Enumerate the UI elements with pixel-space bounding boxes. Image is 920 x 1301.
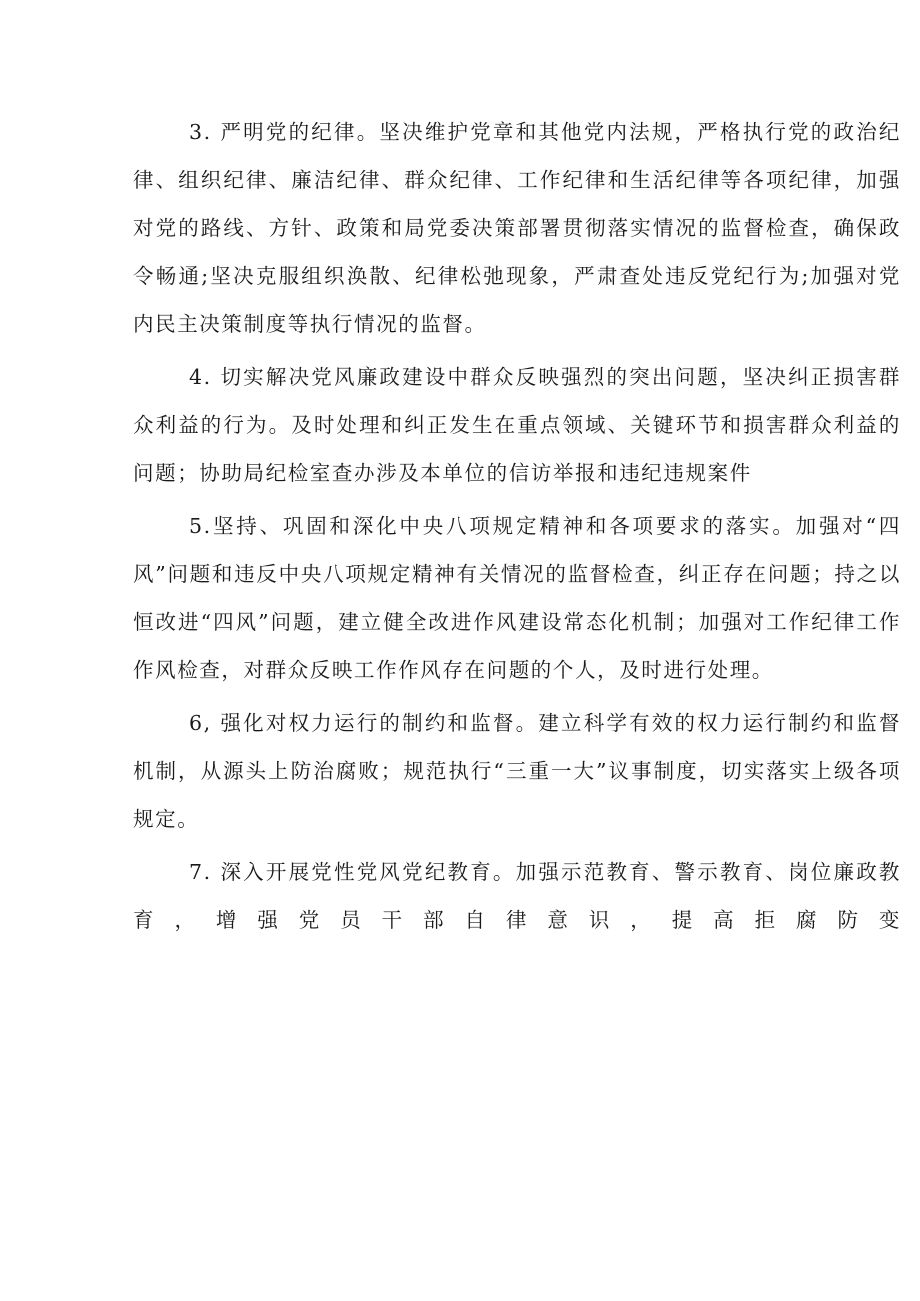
document-body <box>133 108 901 944</box>
paragraph-mass-issues: 4. 切实解决党风廉政建设中群众反映强烈的突出问题，坚决纠正损害群众利益的行为。及时处理和纠正发生在重点领域、关键环节和损害群众利益的问题；协助局纪检室查办涉及本单位的信访举报和违纪违规案件 <box>133 365 901 485</box>
paragraph-discipline: 3. 严明党的纪律。坚决维护党章和其他党内法规，严格执行党的政治纪律、组织纪律、廉洁纪律、群众纪律、工作纪律和生活纪律等各项纪律，加强对党的路线、方针、政策和局党委决策部署贯彻落实情况的监督检查，确保政令畅通;坚决克服组织涣散、纪律松弛现象，严肃查处违反党纪行为;加强对党内民主决策制度等执行情况的监督。 <box>133 120 901 336</box>
paragraph-eight-rules: 5.坚持、巩固和深化中央八项规定精神和各项要求的落实。加强对“四风”问题和违反中央八项规定精神有关情况的监督检查，纠正存在问题；持之以恒改进“四风”问题，建立健全改进作风建设常态化机制；加强对工作纪律工作作风检查，对群众反映工作作风存在问题的个人，及时进行处理。 <box>133 514 901 682</box>
paragraph-power-supervision: 6, 强化对权力运行的制约和监督。建立科学有效的权力运行制约和监督机制，从源头上防治腐败；规范执行“三重一大”议事制度，切实落实上级各项规定。 <box>133 711 901 831</box>
paragraph-education: 7. 深入开展党性党风党纪教育。加强示范教育、警示教育、岗位廉政教育，增强党员干部自律意识，提高拒腐防变 <box>133 860 901 932</box>
